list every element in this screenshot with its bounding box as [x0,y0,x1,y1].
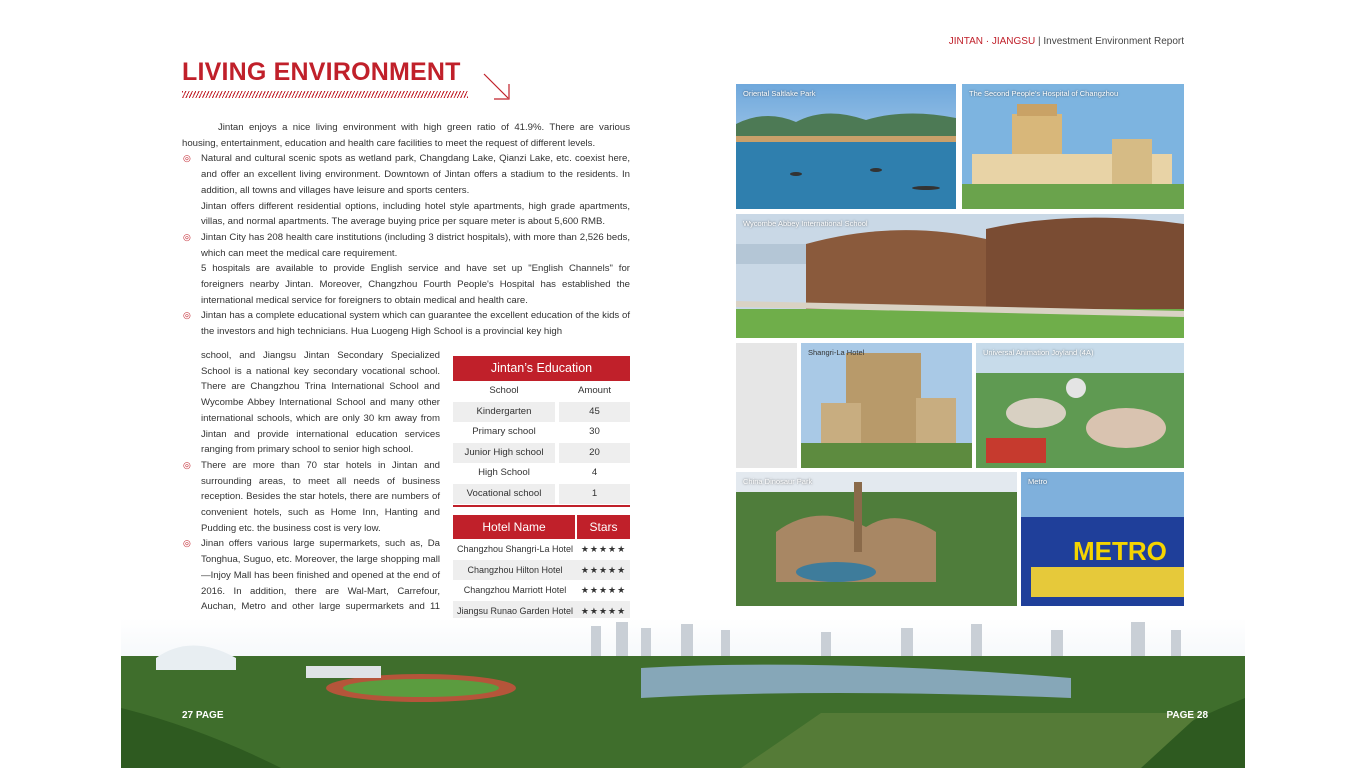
bullet-mark-icon: ◎ [183,310,191,321]
column-header-amount: Amount [559,381,630,402]
dinosaur-park-image [736,472,1017,606]
education-table-title: Jintan’s Education [453,356,630,381]
bullet-mark-icon: ◎ [183,153,191,164]
star-rating: ★★★★★ [577,601,630,622]
hotel-tower-image [801,343,972,468]
photo-metro [1021,472,1184,606]
arrow-down-right-icon [482,72,512,102]
table-row: Vocational school 1 [453,484,630,505]
page-title: LIVING ENVIRONMENT [182,58,461,86]
bullet-scenic: ◎ Natural and cultural scenic spots as wetland park, Changdang Lake, Qianzi Lake, etc. coexist here, and offer an excellent living environment. Downtown of Jintan offers a stadium to the residents. In addition, all towns and villages have leisure and sports centers. [183,153,630,196]
hotel-table-header [453,515,630,539]
education-table [453,356,630,507]
hotel-table [453,515,630,624]
page-number-left: 27 PAGE [182,710,224,721]
photo-caption: Wycombe Abbey International School [743,219,868,228]
grey-filler-block [736,343,797,468]
photo-china-dinosaur-park [736,472,1017,606]
table-row: Kindergarten 45 [453,402,630,423]
table-row: High School 4 [478,467,598,478]
column-header-hotel-name: Hotel Name [453,515,575,539]
table-row: Jiangsu Runao Garden Hotel ★★★★★ [453,601,630,622]
photo-universal-animation-joyland [976,343,1184,468]
photo-second-peoples-hospital [962,84,1184,209]
hospital-image [962,84,1184,209]
table-row: Changzhou Hilton Hotel ★★★★★ [453,560,630,581]
intro-paragraph: Jintan enjoys a nice living environment with high green ratio of 41.9%. There are various housing, entertainment, education and health care facilities to meet the request of different levels. [182,122,630,149]
body-text [182,120,630,340]
star-rating: ★★★★★ [580,544,627,554]
table-row: Primary school 30 [472,426,600,437]
photo-caption: Shangri-La Hotel [808,348,865,357]
bullet-mark-icon: ◎ [183,538,191,549]
photo-caption: Universal Animation Joyland (4A) [983,348,1094,357]
title-hatch-divider [182,91,468,98]
header-separator: | [1037,36,1041,47]
report-header [949,36,1184,47]
panorama-image [121,618,1245,768]
lake-scene-image [736,84,956,209]
table-row: Changzhou Shangri-La Hotel ★★★★★ [453,539,630,560]
metro-sign-text: METRO [1073,536,1167,566]
photo-caption: Oriental Saltlake Park [743,89,816,98]
photo-caption: The Second People’s Hospital of Changzhou [969,89,1119,98]
page-number-right: PAGE 28 [1166,710,1208,721]
table-bottom-rule [453,505,630,507]
header-report: Investment Environment Report [1043,36,1184,47]
body-text-narrow [182,348,440,631]
bullet-hotels: ◎ There are more than 70 star hotels in Jintan and surrounding areas, to meet all needs of business reception. Besides the star hotels, there are numbers of convenient hotels, such as Home Inn, Hanting and Pudding etc. the business cost is very low. [183,459,440,534]
bullet-supermarkets: ◎ Jinan offers various large supermarkets, such as, Da Tonghua, Suguo, etc. Moreover, the large shopping mall—Injoy Mall has been finished and opened at the end of 2016. In addition, there are Wal-Mart, Carrefour, Auchan, Metro and other large supermarkets and 11 [183,538,440,613]
header-city: JINTAN · JIANGSU [948,36,1036,47]
table-row: Changzhou Marriott Hotel ★★★★★ [453,580,630,601]
hospital-paragraph: 5 hospitals are available to provide English service and have set up "English Channels" for foreigners nearby Jintan. Moreover, Changzhou Fourth People's Hospital has established the international medical service for foreigners to obtain medical and health care. [201,263,630,306]
star-rating: ★★★★★ [577,560,630,581]
residential-paragraph: Jintan offers different residential options, including hotel style apartments, high grade apartments, villas, and normal apartments. The average buying price per square meter is about 5,600 RMB. [201,200,630,228]
photo-caption: China Dinosaur Park [743,477,813,486]
theme-park-image [976,343,1184,468]
photo-caption: Metro [1028,477,1048,486]
bullet-mark-icon: ◎ [183,231,191,242]
table-row: Junior High school 20 [453,443,630,464]
metro-store-image [1021,472,1184,606]
bullet-education: ◎ Jintan has a complete educational system which can guarantee the excellent education of the kids of the investors and high technicians. Hua Luogeng High School is a provincial key high [183,310,630,338]
column-header-stars: Stars [577,515,630,539]
photo-oriental-saltlake-park [736,84,956,209]
photo-shangri-la-hotel [801,343,972,468]
education-paragraph: school, and Jiangsu Jintan Secondary Specialized School is a national key secondary vocational school. There are Changzhou Trina International School and Wycombe Abbey International School and many other international schools, which are only 30 km away from Jintan and provide international education services ranging from primary school to senior high school. [201,350,440,456]
column-header-school: School [453,381,555,402]
star-rating: ★★★★★ [580,585,627,595]
education-table-header [453,381,630,402]
photo-wycombe-abbey-school [736,214,1184,338]
school-building-image [736,214,1184,338]
bullet-health: ◎ Jintan City has 208 health care institutions (including 3 district hospitals), with more than 2,526 beds, which can meet the medical care requirement. [183,231,630,259]
bullet-mark-icon: ◎ [183,459,191,470]
city-panorama-image [121,618,1245,768]
